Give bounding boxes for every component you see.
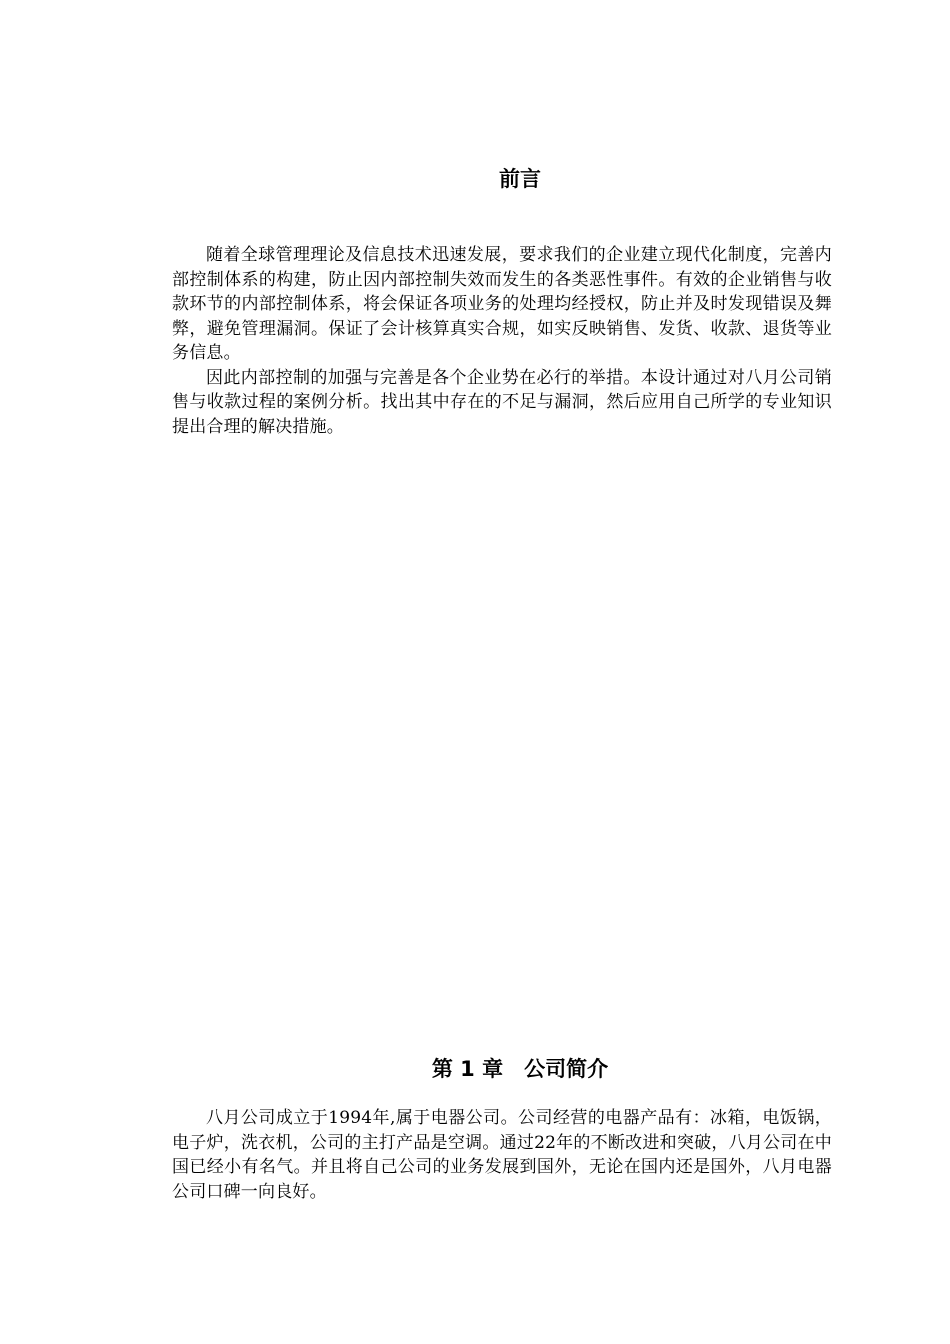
preface-paragraph: 随着全球管理理论及信息技术迅速发展，要求我们的企业建立现代化制度，完善内部控制体系的构建，防止因内部控制失效而发生的各类恶性事件。有效的企业销售与收款环节的内部控制体系，将会保证各项业务的处理均经授权，防止并及时发现错误及舞弊，避免管理漏洞。保证了会计核算真实合规，如实反映销售、发货、收款、退货等业务信息。 [172, 245, 832, 363]
preface-body [172, 243, 832, 439]
preface-paragraph: 因此内部控制的加强与完善是各个企业势在必行的举措。本设计通过对八月公司销售与收款过程的案例分析。找出其中存在的不足与漏洞，然后应用自己所学的专业知识提出合理的解决措施。 [172, 367, 832, 437]
chapter-title: 第 1 章 公司简介 [431, 1057, 609, 1081]
chapter-paragraph: 八月公司成立于1994年,属于电器公司。公司经营的电器产品有：冰箱，电饭锅，电子炉，洗衣机，公司的主打产品是空调。通过22年的不断改进和突破，八月公司在中国已经小有名气。并且将自己公司的业务发展到国外，无论在国内还是国外，八月电器公司口碑一向良好。 [172, 1108, 832, 1202]
chapter-body [172, 1106, 832, 1204]
preface-title: 前言 [499, 167, 541, 191]
